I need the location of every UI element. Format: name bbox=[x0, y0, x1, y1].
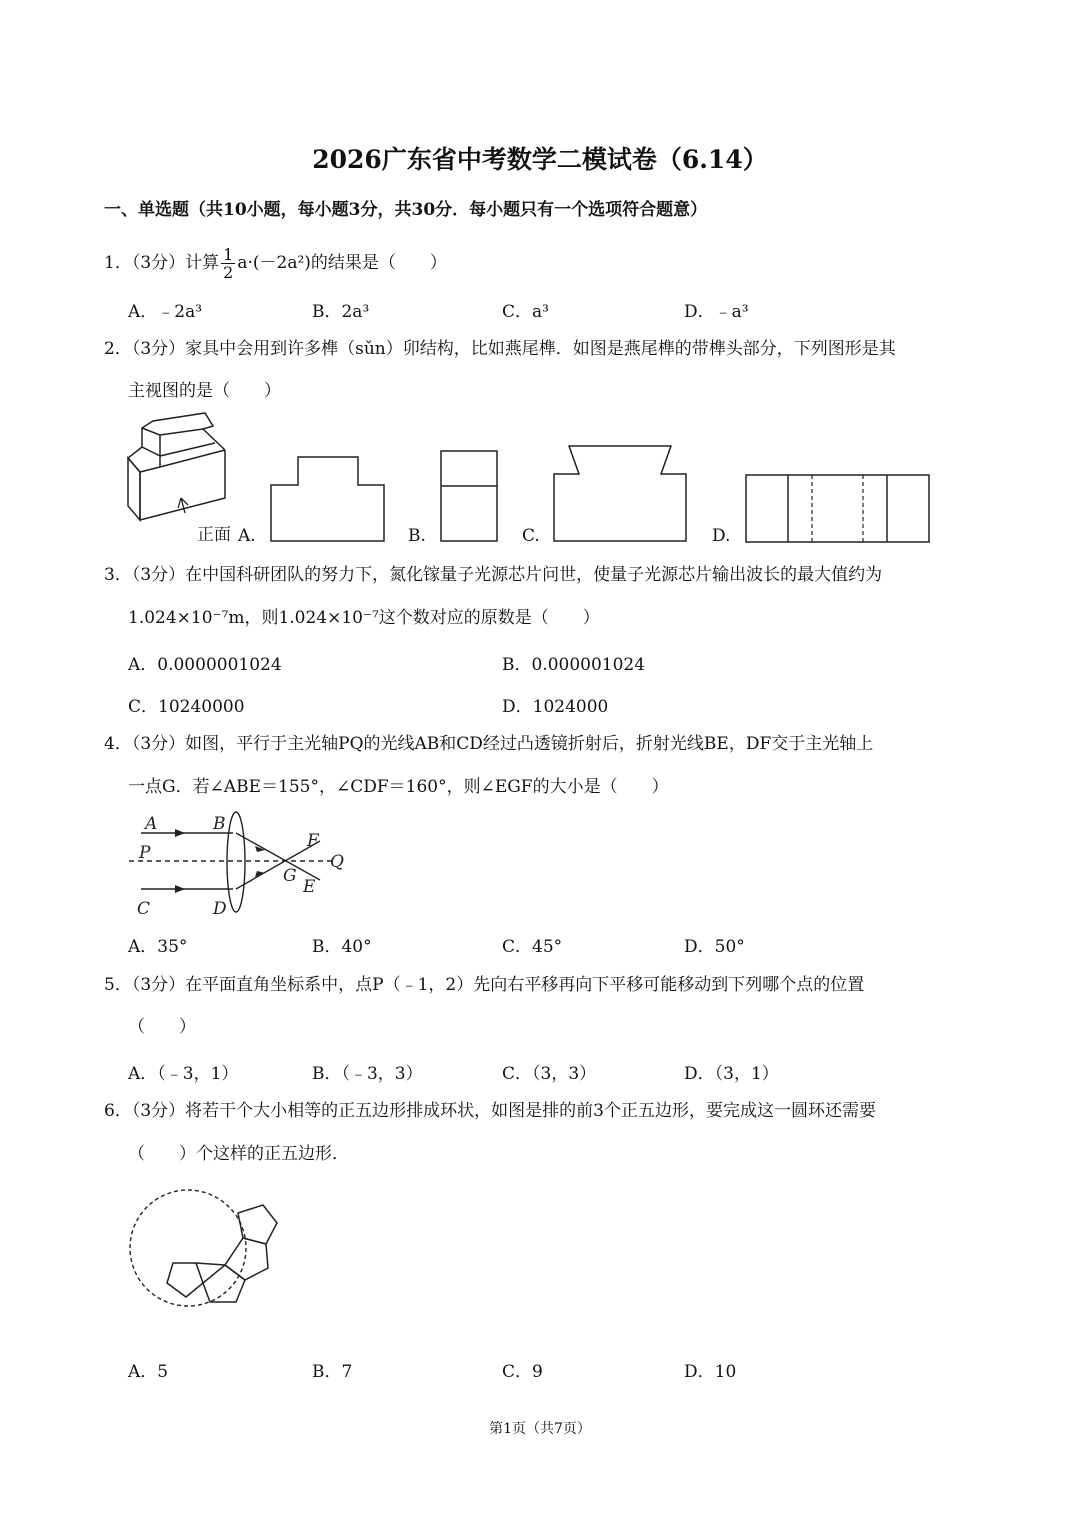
q5-option-b: B．（﹣3，3） bbox=[312, 1064, 423, 1084]
section-heading: 一、单选题（共10小题，每小题3分，共30分．每小题只有一个选项符合题意） bbox=[104, 200, 708, 220]
q1-expr: a·(－2a²)的结果是（ ） bbox=[237, 253, 447, 273]
q4-label-a: A bbox=[145, 814, 158, 834]
q2-option-a: A. bbox=[238, 526, 256, 546]
q3-option-a: A．0.0000001024 bbox=[128, 655, 282, 675]
q4-label-f: F bbox=[307, 831, 319, 851]
q1-option-b: B．2a³ bbox=[312, 302, 370, 322]
q4-label-b: B bbox=[213, 814, 226, 834]
question-4-line2: 一点G．若∠ABE＝155°，∠CDF＝160°，则∠EGF的大小是（ ） bbox=[128, 777, 669, 797]
q6-option-a: A．5 bbox=[128, 1362, 169, 1382]
question-5-line1: 5．（3分）在平面直角坐标系中，点P（﹣1，2）先向右平移再向下平移可能移动到下列哪个点的位置 bbox=[104, 975, 865, 995]
q5-option-d: D．（3，1） bbox=[684, 1064, 779, 1084]
page-footer: 第1页（共7页） bbox=[489, 1421, 591, 1437]
q3-option-d: D．1024000 bbox=[502, 697, 609, 717]
q2-option-d: D. bbox=[712, 526, 731, 546]
q5-option-a: A．（﹣3，1） bbox=[128, 1064, 239, 1084]
q4-label-q: Q bbox=[330, 852, 344, 872]
q1-option-c: C．a³ bbox=[502, 302, 549, 322]
question-4-line1: 4．（3分）如图，平行于主光轴PQ的光线AB和CD经过凸透镜折射后，折射光线BE，DF交于主光轴上 bbox=[104, 734, 874, 754]
q2-option-b-shape bbox=[440, 450, 500, 545]
q2-option-c-shape bbox=[553, 444, 689, 544]
q2-option-a-shape bbox=[270, 454, 390, 544]
q4-label-e: E bbox=[303, 877, 316, 897]
q2-option-c: C. bbox=[522, 526, 540, 546]
q1-option-a: A．﹣2a³ bbox=[128, 302, 203, 322]
q3-option-b: B．0.000001024 bbox=[502, 655, 646, 675]
question-3-line1: 3．（3分）在中国科研团队的努力下，氮化镓量子光源芯片问世，使量子光源芯片输出波长的最大值约为 bbox=[104, 565, 883, 585]
question-6-line1: 6．（3分）将若干个大小相等的正五边形排成环状，如图是排的前3个正五边形，要完成这一圆环还需要 bbox=[104, 1101, 876, 1121]
q1-frac-num: 1 bbox=[223, 245, 234, 264]
question-1 bbox=[104, 246, 447, 281]
question-2-line1: 2．（3分）家具中会用到许多榫（sǔn）卯结构，比如燕尾榫．如图是燕尾榫的带榫头部分，下列图形是其 bbox=[104, 339, 896, 359]
q1-prefix: 1．（3分）计算 bbox=[104, 253, 220, 273]
q4-option-b: B．40° bbox=[312, 937, 372, 957]
q6-option-b: B．7 bbox=[312, 1362, 353, 1382]
q6-option-c: C．9 bbox=[502, 1362, 543, 1382]
q2-option-b: B. bbox=[408, 526, 426, 546]
q1-frac-den: 2 bbox=[223, 263, 234, 282]
q2-option-d-shape bbox=[745, 474, 933, 546]
q5-option-c: C．（3，3） bbox=[502, 1064, 597, 1084]
page-title: 2026广东省中考数学二模试卷（6.14） bbox=[312, 145, 768, 174]
question-6-line2: （ ）个这样的正五边形． bbox=[128, 1144, 349, 1164]
q2-front-label: 正面 bbox=[197, 525, 231, 545]
question-2-line2: 主视图的是（ ） bbox=[128, 381, 281, 401]
q4-option-d: D．50° bbox=[684, 937, 745, 957]
q6-pentagon-ring-figure bbox=[120, 1180, 285, 1340]
q4-label-d: D bbox=[213, 899, 227, 919]
q2-3d-figure bbox=[125, 418, 235, 543]
q6-option-d: D．10 bbox=[684, 1362, 737, 1382]
question-5-line2: （ ） bbox=[128, 1017, 196, 1037]
q4-label-g: G bbox=[283, 866, 297, 886]
question-3-line2: 1.024×10⁻⁷m，则1.024×10⁻⁷这个数对应的原数是（ ） bbox=[128, 608, 600, 628]
q4-lens-figure bbox=[125, 810, 355, 920]
q4-option-a: A．35° bbox=[128, 937, 188, 957]
q4-option-c: C．45° bbox=[502, 937, 563, 957]
q1-option-d: D．﹣a³ bbox=[684, 302, 749, 322]
q3-option-c: C．10240000 bbox=[128, 697, 245, 717]
q4-label-p: P bbox=[139, 843, 151, 863]
q1-fraction bbox=[221, 246, 235, 281]
q4-label-c: C bbox=[137, 899, 151, 919]
